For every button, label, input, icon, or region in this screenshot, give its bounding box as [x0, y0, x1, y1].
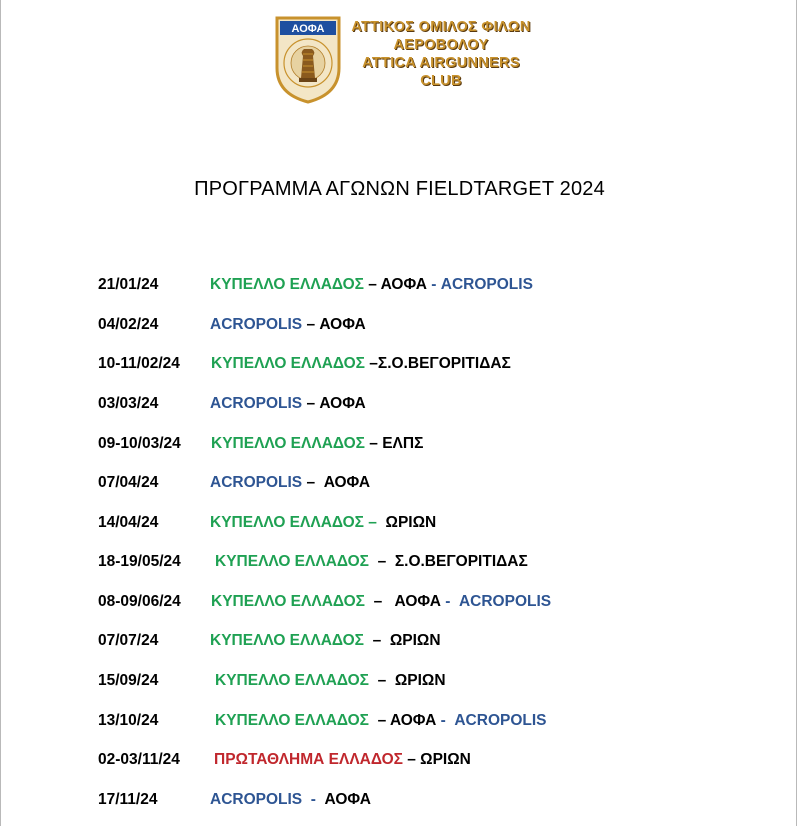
event-text-part: – ΩΡΙΩΝ [368, 672, 446, 689]
event-description [210, 632, 441, 650]
event-text-part: –Σ.Ο.ΒΕΓΟΡΙΤΙΔΑΣ [364, 355, 511, 372]
event-description [215, 553, 528, 571]
event-text-part: ACROPOLIS [210, 474, 303, 491]
event-text-part: - ACROPOLIS [431, 276, 533, 293]
event-text-part: – ΑΟΦΑ [363, 276, 432, 293]
event-date: 03/03/24 [98, 395, 159, 412]
event-text-part: – Σ.Ο.ΒΕΓΟΡΙΤΙΔΑΣ [368, 553, 528, 570]
event-description [215, 672, 446, 690]
event-description [210, 276, 533, 294]
event-text-part: – ΕΛΠΣ [364, 435, 424, 452]
event-text-part: ΚΥΠΕΛΛΟ ΕΛΛΑΔΟΣ – [210, 514, 377, 531]
event-date: 02-03/11/24 [98, 751, 180, 768]
event-date: 15/09/24 [98, 672, 159, 689]
event-text-part: - ACROPOLIS [445, 593, 552, 610]
event-date: 10-11/02/24 [98, 355, 180, 372]
event-text-part: ΚΥΠΕΛΛΟ ΕΛΛΑΔΟΣ [210, 276, 364, 293]
event-description [211, 355, 511, 373]
event-text-part: - [302, 791, 321, 808]
event-description [210, 514, 436, 532]
club-name [346, 18, 536, 90]
event-description [210, 316, 366, 334]
event-text-part: – ΑΟΦΑ [302, 316, 366, 333]
club-name-line-4: CLUB [420, 73, 462, 89]
event-description [215, 712, 547, 730]
event-date: 09-10/03/24 [98, 435, 181, 452]
event-text-part: – ΩΡΙΩΝ [363, 632, 441, 649]
event-description [210, 791, 371, 809]
event-text-part: ACROPOLIS [210, 395, 303, 412]
club-logo [274, 16, 342, 104]
event-text-part: – ΑΟΦΑ [368, 712, 441, 729]
event-description [214, 751, 471, 769]
event-text-part: – ΑΟΦΑ [302, 474, 371, 491]
event-date: 04/02/24 [98, 316, 159, 333]
event-description [210, 474, 370, 492]
event-text-part: ACROPOLIS [210, 791, 303, 808]
event-text-part: ΚΥΠΕΛΛΟ ΕΛΛΑΔΟΣ [210, 632, 364, 649]
event-text-part: ΚΥΠΕΛΛΟ ΕΛΛΑΔΟΣ [211, 435, 365, 452]
event-text-part: – ΑΟΦΑ [364, 593, 446, 610]
event-text-part: ΚΥΠΕΛΛΟ ΕΛΛΑΔΟΣ [215, 672, 369, 689]
event-date: 14/04/24 [98, 514, 159, 531]
club-name-line-3: ATTICA AIRGUNNERS [362, 55, 520, 71]
event-date: 18-19/05/24 [98, 553, 181, 570]
event-text-part: ΩΡΙΩΝ [376, 514, 437, 531]
event-text-part: ΠΡΩΤΑΘΛΗΜΑ ΕΛΛΑΔΟΣ [214, 751, 403, 768]
event-text-part: ACROPOLIS [210, 316, 303, 333]
event-text-part: ΚΥΠΕΛΛΟ ΕΛΛΑΔΟΣ [215, 712, 369, 729]
logo-text: ΑΟΦΑ [291, 23, 325, 35]
event-text-part: – ΩΡΙΩΝ [402, 751, 471, 768]
document-header [274, 16, 554, 106]
event-description [210, 395, 366, 413]
event-text-part: - ACROPOLIS [440, 712, 547, 729]
event-text-part: ΑΟΦΑ [320, 791, 371, 808]
event-text-part: – ΑΟΦΑ [302, 395, 366, 412]
event-date: 13/10/24 [98, 712, 159, 729]
event-date: 17/11/24 [98, 791, 158, 808]
event-date: 08-09/06/24 [98, 593, 181, 610]
event-description [211, 593, 551, 611]
event-date: 21/01/24 [98, 276, 159, 293]
event-text-part: ΚΥΠΕΛΛΟ ΕΛΛΑΔΟΣ [215, 553, 369, 570]
event-text-part: ΚΥΠΕΛΛΟ ΕΛΛΑΔΟΣ [211, 355, 365, 372]
event-text-part: ΚΥΠΕΛΛΟ ΕΛΛΑΔΟΣ [211, 593, 365, 610]
event-description [211, 435, 423, 453]
event-date: 07/07/24 [98, 632, 159, 649]
club-name-line-1: ΑΤΤΙΚΟΣ ΟΜΙΛΟΣ ΦΙΛΩΝ [351, 19, 531, 35]
event-date: 07/04/24 [98, 474, 159, 491]
document-title: ΠΡΟΓΡΑΜΜΑ ΑΓΩΝΩΝ FIELDTARGET 2024 [194, 178, 605, 200]
club-name-line-2: ΑΕΡΟΒΟΛΟΥ [393, 37, 489, 53]
